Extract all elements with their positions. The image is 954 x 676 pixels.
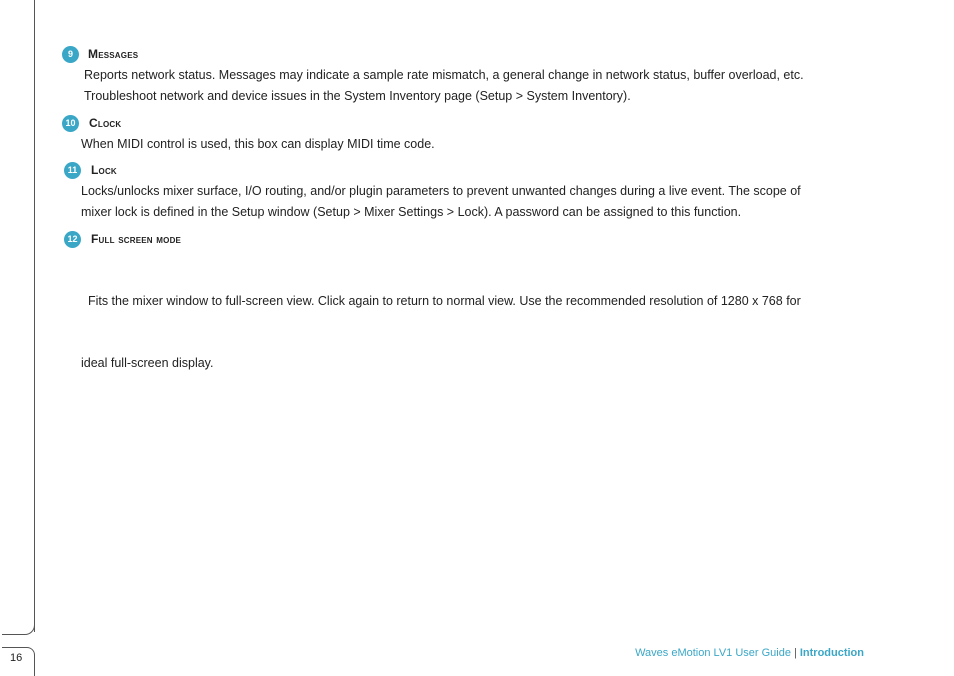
page-footer bbox=[635, 647, 864, 659]
body-line: mixer lock is defined in the Setup window (Setup > Mixer Settings > Lock). A password can be assigned to this function. bbox=[81, 204, 742, 219]
margin-rule bbox=[34, 0, 35, 632]
section-body bbox=[64, 250, 884, 414]
footer-separator: | bbox=[793, 647, 797, 659]
section-body bbox=[62, 134, 882, 155]
section-messages bbox=[62, 44, 882, 106]
footer-chapter: Introduction bbox=[799, 647, 864, 659]
page-number: 16 bbox=[10, 652, 23, 664]
section-heading bbox=[64, 160, 884, 180]
margin-rule-curve bbox=[2, 622, 35, 635]
section-heading bbox=[64, 229, 884, 249]
callout-number-badge: 9 bbox=[62, 46, 79, 63]
callout-number-badge: 11 bbox=[64, 162, 81, 179]
section-title: Clock bbox=[89, 116, 122, 130]
footer-guide-title: Waves eMotion LV1 User Guide bbox=[635, 647, 791, 659]
body-line: Reports network status. Messages may indicate a sample rate mismatch, a general change in network status, buffer overload, etc. bbox=[84, 68, 804, 82]
body-line: Locks/unlocks mixer surface, I/O routing, and/or plugin parameters to prevent unwanted changes during a live event. The scope of bbox=[81, 184, 801, 198]
section-title: Lock bbox=[91, 163, 117, 177]
section-clock bbox=[62, 113, 882, 155]
section-title: Messages bbox=[88, 47, 139, 61]
section-body bbox=[64, 181, 884, 222]
body-line: When MIDI control is used, this box can display MIDI time code. bbox=[81, 137, 435, 151]
section-lock bbox=[64, 160, 884, 222]
section-body bbox=[62, 65, 882, 106]
callout-number-badge: 12 bbox=[64, 231, 81, 248]
body-line: Troubleshoot network and device issues in the System Inventory page (Setup > System Inventory). bbox=[84, 88, 631, 103]
section-heading bbox=[62, 113, 882, 133]
section-full-screen-mode bbox=[64, 229, 884, 414]
body-line: Fits the mixer window to full-screen view. Click again to return to normal view. Use the recommended resolution of 1280 x 768 for bbox=[81, 294, 801, 308]
callout-number-badge: 10 bbox=[62, 115, 79, 132]
section-title: Full screen mode bbox=[91, 232, 182, 246]
body-line: ideal full-screen display. bbox=[81, 355, 214, 370]
section-heading bbox=[62, 44, 882, 64]
